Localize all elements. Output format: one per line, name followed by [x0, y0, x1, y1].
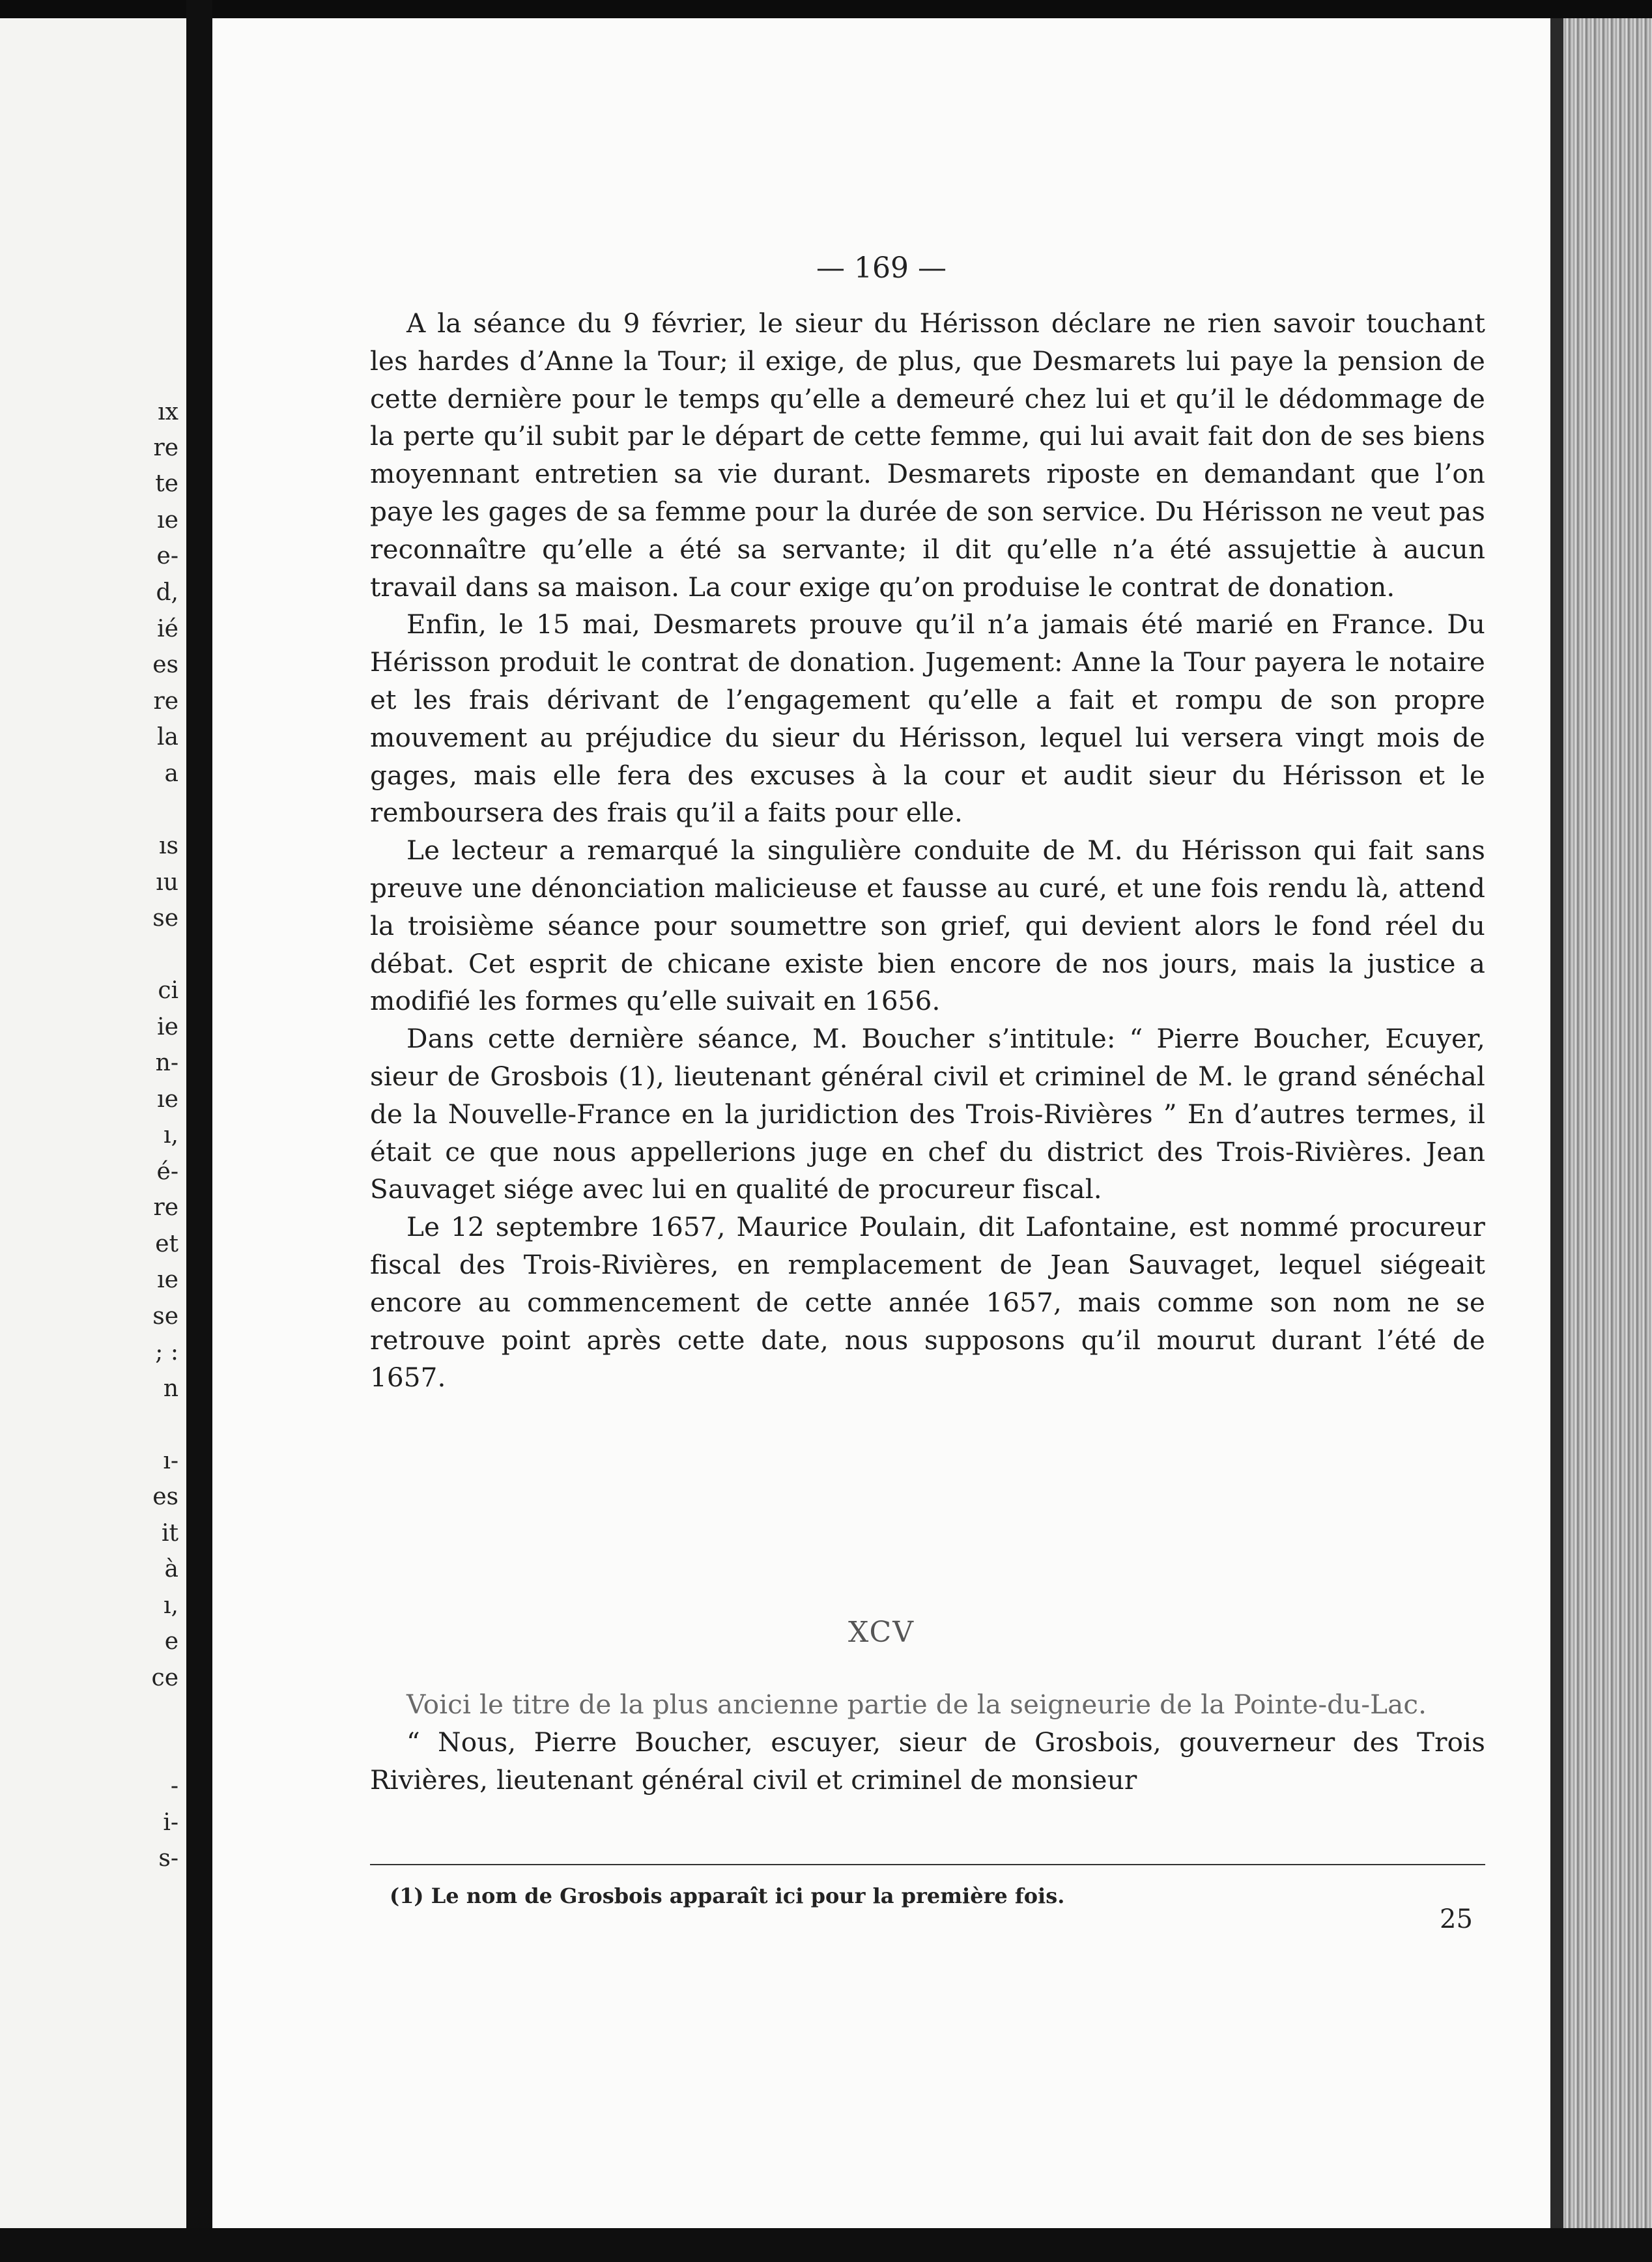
- left-fragment: ıx: [158, 399, 178, 425]
- left-fragment: à: [164, 1556, 178, 1582]
- left-fragment: ıe: [157, 1267, 178, 1293]
- left-fragment: la: [157, 724, 178, 751]
- book-spine: [186, 0, 212, 2262]
- left-fragment: ı,: [164, 1122, 178, 1149]
- left-fragment: ie: [157, 1014, 178, 1040]
- footnote-rule: [370, 1864, 1485, 1865]
- section-heading: XCV: [848, 1616, 915, 1649]
- left-fragment: ié: [157, 616, 178, 642]
- paragraph: Dans cette dernière séance, M. Boucher s’intitule: “ Pierre Boucher, Ecuyer, sieur de Grosbois (1), lieutenant général civil et criminel de M. le grand sénéchal de la Nouvelle-France en la juridiction des Trois-Rivières ” En d’autres termes, il était ce que nous appellerions juge en chef du district des Trois-Rivières. Jean Sauvaget siége avec lui en qualité de procureur fiscal.: [370, 1023, 1485, 1205]
- paragraph: Le 12 septembre 1657, Maurice Poulain, dit Lafontaine, est nommé procureur fiscal des Trois-Rivières, en remplacement de Jean Sauvaget, lequel siégeait encore au commencement de cette année 1657, mais comme son nom ne se retrouve point après cette date, nous supposons qu’il mourut durant l’été de 1657.: [370, 1211, 1485, 1394]
- left-fragment: a: [164, 760, 178, 787]
- left-page-edge: [0, 18, 186, 2228]
- left-fragment: ce: [151, 1665, 178, 1691]
- paragraph: Enfin, le 15 mai, Desmarets prouve qu’il n’a jamais été marié en France. Du Hérisson produit le contrat de donation. Jugement: Anne la Tour payera le notaire et les frais dérivant de l’engagement qu’elle a fait et rompu de son propre mouvement au préjudice du sieur du Hérisson, lequel lui versera vingt mois de gages, mais elle fera des excuses à la cour et audit sieur du Hérisson et le remboursera des frais qu’il a faits pour elle.: [370, 608, 1485, 829]
- paragraph: Voici le titre de la plus ancienne partie de la seigneurie de la Pointe-du-Lac.: [406, 1689, 1427, 1720]
- left-fragment: se: [152, 1303, 178, 1330]
- footnote: (1) Le nom de Grosbois apparaît ici pour la première fois.: [390, 1883, 1065, 1908]
- left-fragment: ıe: [157, 507, 178, 534]
- paragraph: A la séance du 9 février, le sieur du Hérisson déclare ne rien savoir touchant les hardes d’Anne la Tour; il exige, de plus, que Desmarets lui paye la pension de cette dernière pour le temps qu’elle a demeuré chez lui et qu’il le dédommage de la perte qu’il subit par le départ de cette femme, qui lui avait fait don de ses biens moyennant entretien sa vie durant. Desmarets riposte en demandant que l’on paye les gages de sa femme pour la durée de son service. Du Hérisson ne veut pas reconnaître qu’elle a été sa servante; il dit qu’elle n’a été assujettie à aucun travail dans sa maison. La cour exige qu’on produise le contrat de donation.: [370, 308, 1485, 603]
- left-fragment: i-: [163, 1809, 178, 1836]
- right-page-shadow: [1550, 18, 1565, 2228]
- left-fragment: es: [152, 651, 178, 678]
- left-fragment: ci: [158, 977, 178, 1004]
- signature-mark: 25: [1440, 1904, 1473, 1934]
- left-fragment: ı-: [163, 1448, 178, 1474]
- body-text-section-2: [370, 1686, 1485, 1799]
- left-fragment: d,: [156, 579, 178, 606]
- paragraph: “ Nous, Pierre Boucher, escuyer, sieur de Grosbois, gouverneur des Trois Rivières, lieutenant général civil et criminel de monsieur: [370, 1726, 1485, 1796]
- left-fragment: re: [153, 435, 178, 461]
- left-fragment: re: [153, 1194, 178, 1221]
- document-page: [212, 18, 1550, 2228]
- right-page-edges: [1563, 18, 1652, 2228]
- left-fragment: e: [164, 1628, 178, 1655]
- scan-top-border: [0, 0, 1652, 18]
- left-fragment: é-: [156, 1158, 178, 1185]
- body-text: [370, 305, 1485, 1397]
- left-fragment: te: [155, 470, 178, 497]
- left-fragment: et: [155, 1231, 178, 1257]
- left-fragment: n: [163, 1375, 178, 1402]
- left-fragment: ıs: [159, 833, 178, 859]
- left-fragment: es: [152, 1483, 178, 1510]
- left-fragment: it: [162, 1520, 178, 1547]
- left-fragment: s-: [158, 1845, 178, 1872]
- left-fragment: ıu: [156, 869, 178, 896]
- page-number: — 169 —: [816, 251, 947, 285]
- paragraph: Le lecteur a remarqué la singulière conduite de M. du Hérisson qui fait sans preuve une dénonciation malicieuse et fausse au curé, et une fois rendu là, attend la troisième séance pour soumettre son grief, qui devient alors le fond réel du débat. Cet esprit de chicane existe bien encore de nos jours, mais la justice a modifié les formes qu’elle suivait en 1656.: [370, 835, 1485, 1017]
- left-fragment: re: [153, 688, 178, 715]
- left-fragment: ı,: [164, 1592, 178, 1619]
- left-fragment: ; :: [155, 1339, 178, 1366]
- left-fragment: ıe: [157, 1086, 178, 1113]
- scan-bottom-border: [0, 2228, 1652, 2262]
- left-fragment: n-: [155, 1050, 178, 1076]
- left-fragment: se: [152, 905, 178, 932]
- left-fragment: e-: [156, 543, 178, 569]
- left-fragment: -: [170, 1773, 178, 1799]
